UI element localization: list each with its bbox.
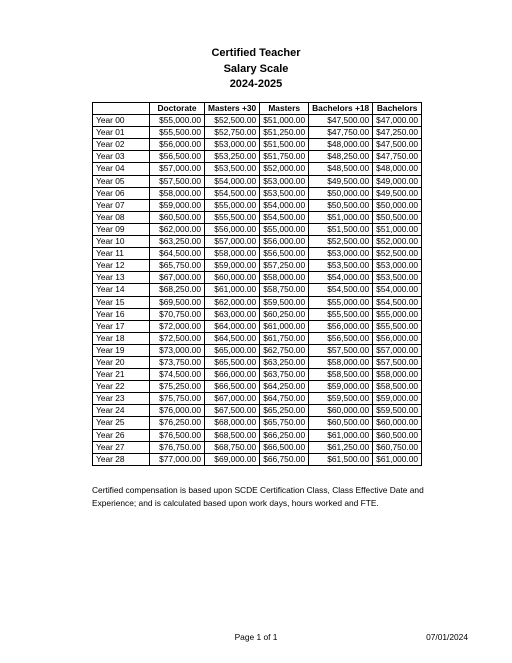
salary-cell: $70,750.00 (150, 308, 205, 320)
salary-cell: $59,000.00 (373, 393, 422, 405)
salary-cell: $55,500.00 (309, 308, 373, 320)
salary-cell: $52,500.00 (205, 115, 260, 127)
year-cell: Year 05 (93, 175, 150, 187)
salary-cell: $56,000.00 (373, 332, 422, 344)
salary-cell: $58,000.00 (373, 369, 422, 381)
salary-cell: $53,500.00 (373, 272, 422, 284)
table-row (93, 417, 422, 429)
table-row (93, 163, 422, 175)
salary-cell: $69,500.00 (150, 296, 205, 308)
salary-cell: $49,000.00 (373, 175, 422, 187)
table-row (93, 453, 422, 465)
table-row (93, 284, 422, 296)
salary-cell: $53,000.00 (373, 260, 422, 272)
salary-cell: $61,500.00 (309, 453, 373, 465)
salary-cell: $48,000.00 (373, 163, 422, 175)
salary-cell: $59,500.00 (373, 405, 422, 417)
table-row (93, 175, 422, 187)
salary-cell: $57,500.00 (373, 356, 422, 368)
salary-cell: $62,750.00 (260, 344, 309, 356)
year-cell: Year 02 (93, 139, 150, 151)
salary-cell: $68,000.00 (205, 417, 260, 429)
table-row (93, 429, 422, 441)
year-cell: Year 08 (93, 211, 150, 223)
salary-cell: $73,000.00 (150, 344, 205, 356)
salary-cell: $74,500.00 (150, 369, 205, 381)
salary-cell: $60,500.00 (373, 429, 422, 441)
year-cell: Year 12 (93, 260, 150, 272)
table-row (93, 344, 422, 356)
salary-cell: $65,000.00 (205, 344, 260, 356)
table-row (93, 381, 422, 393)
salary-cell: $56,000.00 (260, 236, 309, 248)
salary-cell: $59,500.00 (260, 296, 309, 308)
salary-cell: $66,750.00 (260, 453, 309, 465)
salary-cell: $60,500.00 (150, 211, 205, 223)
salary-cell: $64,500.00 (150, 248, 205, 260)
salary-cell: $64,250.00 (260, 381, 309, 393)
year-cell: Year 06 (93, 187, 150, 199)
compensation-note: Certified compensation is based upon SCDE Certification Class, Class Effective Date and Experience; and is calculated based upon work days, hours worked and FTE. (92, 485, 424, 508)
year-cell: Year 19 (93, 344, 150, 356)
salary-table (92, 102, 422, 466)
header-cell: Doctorate (150, 103, 205, 115)
table-body (93, 115, 422, 466)
salary-cell: $61,000.00 (260, 320, 309, 332)
salary-cell: $60,500.00 (309, 417, 373, 429)
salary-cell: $47,750.00 (309, 127, 373, 139)
salary-cell: $52,500.00 (373, 248, 422, 260)
salary-cell: $52,000.00 (260, 163, 309, 175)
header-cell: Bachelors (373, 103, 422, 115)
salary-cell: $58,500.00 (373, 381, 422, 393)
salary-cell: $61,250.00 (309, 441, 373, 453)
table-row (93, 211, 422, 223)
salary-cell: $55,500.00 (205, 211, 260, 223)
document-title (0, 46, 512, 93)
salary-cell: $52,500.00 (309, 236, 373, 248)
salary-cell: $53,250.00 (205, 151, 260, 163)
salary-cell: $50,500.00 (309, 199, 373, 211)
salary-cell: $55,000.00 (205, 199, 260, 211)
salary-cell: $72,500.00 (150, 332, 205, 344)
table-row (93, 223, 422, 235)
year-cell: Year 17 (93, 320, 150, 332)
salary-cell: $53,500.00 (205, 163, 260, 175)
year-cell: Year 18 (93, 332, 150, 344)
year-cell: Year 20 (93, 356, 150, 368)
salary-cell: $69,000.00 (205, 453, 260, 465)
year-cell: Year 16 (93, 308, 150, 320)
salary-cell: $60,000.00 (205, 272, 260, 284)
header-cell: Bachelors +18 (309, 103, 373, 115)
salary-cell: $65,250.00 (260, 405, 309, 417)
table-row (93, 151, 422, 163)
salary-cell: $54,000.00 (373, 284, 422, 296)
salary-cell: $76,250.00 (150, 417, 205, 429)
year-cell: Year 04 (93, 163, 150, 175)
salary-cell: $56,000.00 (150, 139, 205, 151)
table-row (93, 369, 422, 381)
salary-cell: $62,000.00 (150, 223, 205, 235)
salary-cell: $68,750.00 (205, 441, 260, 453)
salary-cell: $53,000.00 (309, 248, 373, 260)
salary-cell: $59,000.00 (309, 381, 373, 393)
header-cell-blank (93, 103, 150, 115)
salary-cell: $58,000.00 (309, 356, 373, 368)
salary-cell: $65,750.00 (150, 260, 205, 272)
table-row (93, 115, 422, 127)
salary-cell: $56,500.00 (150, 151, 205, 163)
table-row (93, 320, 422, 332)
title-line-3: 2024-2025 (229, 78, 283, 90)
salary-cell: $58,750.00 (260, 284, 309, 296)
salary-cell: $57,500.00 (309, 344, 373, 356)
salary-cell: $60,250.00 (260, 308, 309, 320)
year-cell: Year 14 (93, 284, 150, 296)
year-cell: Year 00 (93, 115, 150, 127)
salary-cell: $51,500.00 (260, 139, 309, 151)
salary-cell: $51,000.00 (373, 223, 422, 235)
year-cell: Year 01 (93, 127, 150, 139)
table-row (93, 296, 422, 308)
table-row (93, 199, 422, 211)
salary-cell: $62,000.00 (205, 296, 260, 308)
table-row (93, 393, 422, 405)
year-cell: Year 09 (93, 223, 150, 235)
salary-cell: $50,000.00 (373, 199, 422, 211)
salary-cell: $58,500.00 (309, 369, 373, 381)
year-cell: Year 13 (93, 272, 150, 284)
salary-cell: $63,250.00 (150, 236, 205, 248)
table-row (93, 405, 422, 417)
year-cell: Year 15 (93, 296, 150, 308)
salary-cell: $55,500.00 (373, 320, 422, 332)
salary-cell: $59,000.00 (205, 260, 260, 272)
salary-cell: $54,500.00 (309, 284, 373, 296)
salary-cell: $51,000.00 (260, 115, 309, 127)
salary-cell: $54,000.00 (260, 199, 309, 211)
table-row (93, 260, 422, 272)
salary-cell: $51,750.00 (260, 151, 309, 163)
salary-cell: $51,000.00 (309, 211, 373, 223)
salary-cell: $56,500.00 (260, 248, 309, 260)
salary-cell: $72,000.00 (150, 320, 205, 332)
table-row (93, 332, 422, 344)
salary-cell: $61,750.00 (260, 332, 309, 344)
salary-cell: $66,500.00 (260, 441, 309, 453)
salary-cell: $53,500.00 (260, 187, 309, 199)
salary-cell: $54,500.00 (260, 211, 309, 223)
salary-cell: $67,000.00 (205, 393, 260, 405)
salary-cell: $58,000.00 (260, 272, 309, 284)
salary-cell: $53,000.00 (205, 139, 260, 151)
year-cell: Year 27 (93, 441, 150, 453)
year-cell: Year 07 (93, 199, 150, 211)
salary-cell: $59,000.00 (150, 199, 205, 211)
salary-cell: $50,500.00 (373, 211, 422, 223)
salary-cell: $65,750.00 (260, 417, 309, 429)
salary-cell: $64,750.00 (260, 393, 309, 405)
salary-cell: $63,000.00 (205, 308, 260, 320)
table-row (93, 441, 422, 453)
year-cell: Year 23 (93, 393, 150, 405)
salary-cell: $49,500.00 (309, 175, 373, 187)
salary-cell: $55,500.00 (150, 127, 205, 139)
year-cell: Year 21 (93, 369, 150, 381)
salary-cell: $54,500.00 (205, 187, 260, 199)
salary-cell: $49,500.00 (373, 187, 422, 199)
salary-cell: $57,500.00 (150, 175, 205, 187)
salary-cell: $76,750.00 (150, 441, 205, 453)
salary-cell: $64,000.00 (205, 320, 260, 332)
salary-cell: $61,000.00 (373, 453, 422, 465)
salary-cell: $77,000.00 (150, 453, 205, 465)
salary-cell: $57,250.00 (260, 260, 309, 272)
salary-cell: $66,000.00 (205, 369, 260, 381)
salary-cell: $51,250.00 (260, 127, 309, 139)
title-line-2: Salary Scale (223, 62, 289, 75)
salary-cell: $76,000.00 (150, 405, 205, 417)
salary-cell: $68,250.00 (150, 284, 205, 296)
salary-cell: $55,000.00 (373, 308, 422, 320)
salary-cell: $51,500.00 (309, 223, 373, 235)
salary-cell: $73,750.00 (150, 356, 205, 368)
salary-cell: $67,500.00 (205, 405, 260, 417)
salary-cell: $58,000.00 (150, 187, 205, 199)
year-cell: Year 11 (93, 248, 150, 260)
salary-cell: $48,250.00 (309, 151, 373, 163)
salary-cell: $63,250.00 (260, 356, 309, 368)
salary-cell: $47,000.00 (373, 115, 422, 127)
salary-cell: $75,750.00 (150, 393, 205, 405)
year-cell: Year 22 (93, 381, 150, 393)
salary-cell: $56,000.00 (309, 320, 373, 332)
salary-cell: $67,000.00 (150, 272, 205, 284)
salary-cell: $57,000.00 (373, 344, 422, 356)
salary-cell: $54,500.00 (373, 296, 422, 308)
salary-cell: $57,000.00 (150, 163, 205, 175)
salary-cell: $50,000.00 (309, 187, 373, 199)
salary-cell: $63,750.00 (260, 369, 309, 381)
salary-cell: $66,250.00 (260, 429, 309, 441)
salary-cell: $58,000.00 (205, 248, 260, 260)
title-line-1: Certified Teacher (211, 47, 301, 59)
salary-cell: $47,250.00 (373, 127, 422, 139)
salary-cell: $61,000.00 (205, 284, 260, 296)
page-number: Page 1 of 1 (234, 632, 278, 642)
table-header-row (93, 103, 422, 115)
table-row (93, 127, 422, 139)
table-row (93, 236, 422, 248)
table-row (93, 248, 422, 260)
salary-cell: $60,000.00 (309, 405, 373, 417)
salary-cell: $48,000.00 (309, 139, 373, 151)
salary-cell: $53,000.00 (260, 175, 309, 187)
salary-cell: $65,500.00 (205, 356, 260, 368)
salary-cell: $64,500.00 (205, 332, 260, 344)
year-cell: Year 24 (93, 405, 150, 417)
salary-cell: $61,000.00 (309, 429, 373, 441)
salary-cell: $47,750.00 (373, 151, 422, 163)
salary-cell: $75,250.00 (150, 381, 205, 393)
salary-cell: $60,750.00 (373, 441, 422, 453)
salary-cell: $68,500.00 (205, 429, 260, 441)
salary-cell: $54,000.00 (205, 175, 260, 187)
footer-date: 07/01/2024 (426, 632, 468, 642)
table-row (93, 139, 422, 151)
header-cell: Masters +30 (205, 103, 260, 115)
year-cell: Year 26 (93, 429, 150, 441)
salary-cell: $56,000.00 (205, 223, 260, 235)
header-cell: Masters (260, 103, 309, 115)
salary-cell: $47,500.00 (309, 115, 373, 127)
year-cell: Year 25 (93, 417, 150, 429)
salary-cell: $66,500.00 (205, 381, 260, 393)
salary-cell: $55,000.00 (309, 296, 373, 308)
salary-cell: $54,000.00 (309, 272, 373, 284)
table-row (93, 356, 422, 368)
salary-cell: $76,500.00 (150, 429, 205, 441)
salary-cell: $57,000.00 (205, 236, 260, 248)
salary-cell: $55,000.00 (260, 223, 309, 235)
salary-cell: $55,000.00 (150, 115, 205, 127)
year-cell: Year 03 (93, 151, 150, 163)
salary-cell: $56,500.00 (309, 332, 373, 344)
salary-cell: $60,000.00 (373, 417, 422, 429)
table-row (93, 187, 422, 199)
salary-cell: $48,500.00 (309, 163, 373, 175)
salary-cell: $59,500.00 (309, 393, 373, 405)
table-row (93, 272, 422, 284)
salary-cell: $47,500.00 (373, 139, 422, 151)
salary-cell: $52,750.00 (205, 127, 260, 139)
salary-cell: $52,000.00 (373, 236, 422, 248)
year-cell: Year 10 (93, 236, 150, 248)
year-cell: Year 28 (93, 453, 150, 465)
salary-cell: $53,500.00 (309, 260, 373, 272)
table-row (93, 308, 422, 320)
